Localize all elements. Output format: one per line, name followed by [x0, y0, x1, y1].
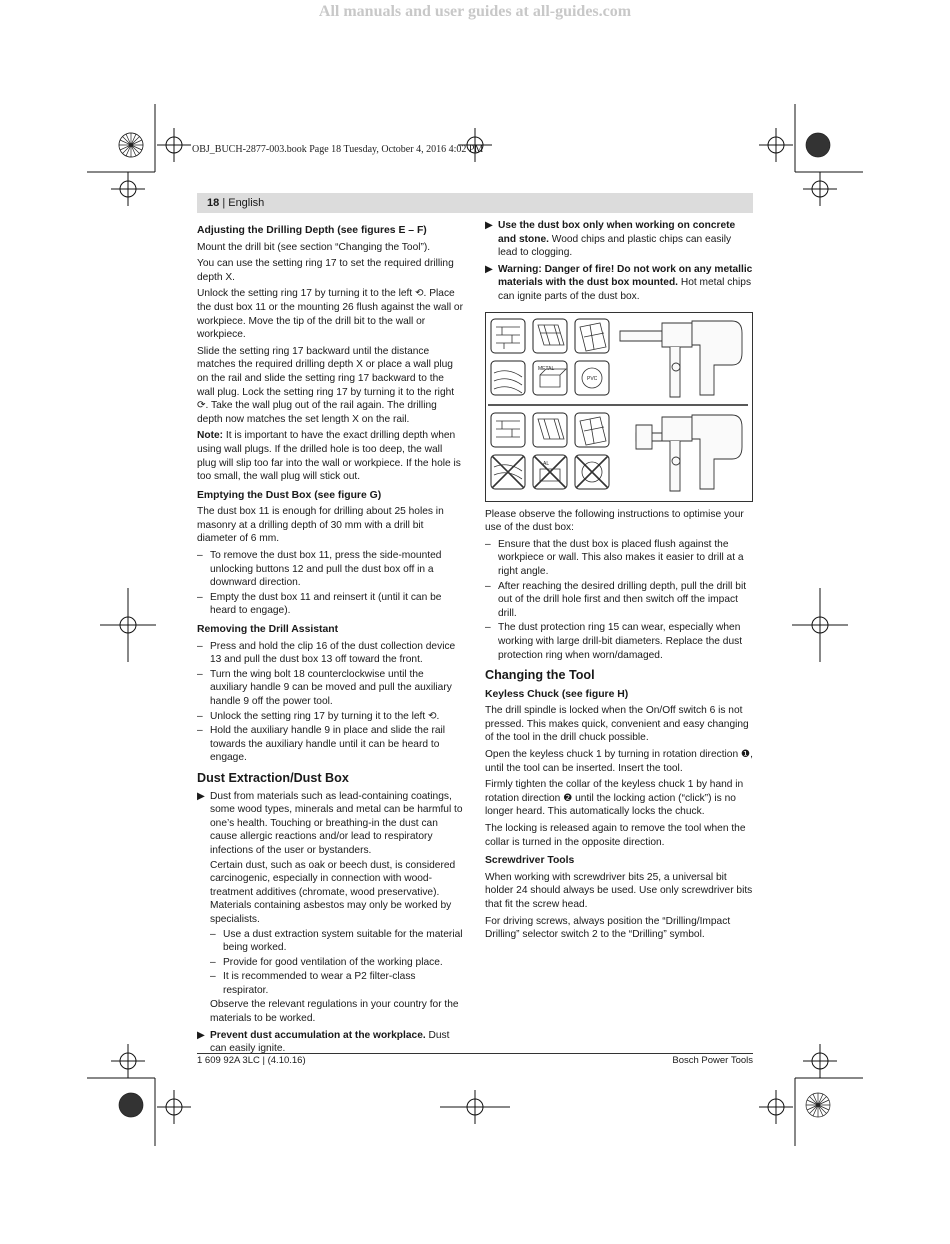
paragraph: The locking is released again to remove the tool when the collar is turned in the opposite direction.: [485, 823, 746, 848]
note-text: It is important to have the exact drilling depth when using wall plugs. If the drilled hole is too deep, the wall plug will slip too far into the wall or workpiece. If the hole is too small, the wall plug will stick out.: [197, 430, 461, 483]
bullet-text: Dust can easily ignite.: [210, 1029, 450, 1055]
dash-marker: –: [197, 640, 203, 652]
list-item: [485, 621, 753, 662]
list-item: [197, 710, 463, 724]
metal-label: METAL: [538, 365, 555, 372]
note-label: Note:: [197, 430, 224, 442]
dash-marker: –: [197, 668, 203, 680]
dash-marker: –: [197, 591, 203, 603]
al-label: AL: [543, 460, 550, 467]
bullet-arrow-icon: ▶: [485, 220, 493, 231]
heading-adjusting-depth: Adjusting the Drilling Depth (see figures E – F): [197, 225, 427, 236]
heading-screwdriver-tools: Screwdriver Tools: [485, 855, 575, 867]
dash-marker: –: [197, 550, 203, 562]
heading-keyless-chuck: Keyless Chuck (see figure H): [485, 688, 629, 700]
list-item-text: Hold the auxiliary handle 9 in place and slide the rail towards the auxiliary handle until it can be heard to engage.: [210, 725, 446, 764]
note-paragraph: [197, 429, 463, 483]
list-item: [210, 970, 463, 997]
material-illustration: [486, 313, 752, 501]
bullet-item: [197, 1029, 463, 1056]
list-item: [197, 724, 463, 765]
dash-marker: –: [197, 710, 203, 722]
list-item-text: Use a dust extraction system suitable for the material being worked.: [223, 928, 463, 954]
page-header-bar: [197, 193, 753, 213]
heading-emptying-dust-box: Emptying the Dust Box (see figure G): [197, 489, 382, 501]
dash-marker: –: [485, 538, 491, 550]
bullet-item: [485, 219, 753, 260]
list-item: [197, 668, 463, 709]
list-item-text: Ensure that the dust box is placed flush against the workpiece or wall. This also makes it easier to drill at a right angle.: [498, 538, 744, 577]
paragraph: The dust box 11 is enough for drilling about 25 holes in masonry at a drilling depth of 30 mm with a drill bit diameter of 6 mm.: [197, 506, 444, 545]
pvc-label: PVC: [587, 375, 598, 382]
list-item: [197, 591, 463, 618]
bullet-text: Dust from materials such as lead-containing coatings, some wood types, minerals and metal can be harmful to one’s health. Touching or breathing-in the dust can cause allergic reactions and/or lead to respiratory infections of the user or bystanders.: [210, 790, 463, 856]
list-item: [485, 538, 753, 579]
footer-brand: Bosch Power Tools: [672, 1055, 753, 1066]
list-item: [210, 928, 463, 955]
brick-icon-2: [491, 413, 525, 447]
footer-doc-code: 1 609 92A 3LC | (4.10.16): [197, 1055, 306, 1066]
list-item: [485, 580, 753, 621]
paragraph: Please observe the following instructions to optimise your use of the dust box:: [485, 508, 744, 534]
bullet-arrow-icon: ▶: [485, 263, 493, 275]
dash-marker: –: [210, 928, 216, 940]
paragraph: Slide the setting ring 17 backward until the distance matches the required drilling depth X or place a wall plug on the rail and slide the setting ring 17 backward to the wall plug. Lock the setting ring 17 by turning it to the right ⟳. Take the wall plug out of the rail again. The drilling depth now matches the set length X on the rail.: [197, 345, 455, 425]
paragraph: You can use the setting ring 17 to set the required drilling depth X.: [197, 258, 454, 283]
paragraph: Firmly tighten the collar of the keyless chuck 1 by hand in rotation direction ❷ until the locking action (“click”) is no longer heard. This automatically locks the chuck.: [485, 779, 744, 818]
paragraph: For driving screws, always position the “Drilling/Impact Drilling” selector switch 2 to the “Drilling” symbol.: [485, 915, 731, 941]
bullet-bold-text: Warning: Danger of fire! Do not work on any metallic materials with the dust box mounted.: [498, 263, 753, 289]
list-item-text: Turn the wing bolt 18 counterclockwise until the auxiliary handle 9 can be moved and pull the auxiliary handle 9 off the power tool.: [210, 668, 452, 707]
list-item: [210, 956, 463, 970]
drill-bit-upper: [620, 331, 662, 341]
paragraph: Open the keyless chuck 1 by turning in rotation direction ❶, until the tool can be inserted. Insert the tool.: [485, 749, 753, 774]
list-item-text: It is recommended to wear a P2 filter-class respirator.: [223, 971, 416, 996]
dash-marker: –: [210, 971, 216, 983]
paragraph: When working with screwdriver bits 25, a universal bit holder 24 should always be used. Use only screwdriver bits that fit the screw head.: [485, 871, 753, 910]
material-figure: [485, 312, 753, 502]
brick-icon: [491, 319, 525, 353]
list-item-text: To remove the dust box 11, press the side-mounted unlocking buttons 12 and pull the dust box off in a downward direction.: [210, 550, 442, 589]
bullet-item: [197, 790, 463, 858]
dash-marker: –: [485, 622, 491, 634]
list-item: [197, 549, 463, 590]
wood-icon: [491, 361, 525, 395]
bullet-bold-text: Prevent dust accumulation at the workplace.: [210, 1029, 426, 1041]
list-item-text: Provide for good ventilation of the working place.: [223, 956, 443, 968]
right-column: [485, 219, 753, 945]
dash-marker: –: [197, 725, 203, 737]
page-number: 18: [207, 197, 220, 209]
book-info: OBJ_BUCH-2877-003.book Page 18 Tuesday, October 4, 2016 4:02 PM: [192, 144, 484, 155]
list-item-text: After reaching the desired drilling depth, pull the drill bit out of the drill hole first and then switch off the impact drill.: [498, 580, 747, 619]
bullet-item: [485, 263, 753, 304]
list-item-text: Unlock the setting ring 17 by turning it to the left ⟲.: [210, 710, 440, 722]
bullet-arrow-icon: ▶: [197, 1029, 205, 1041]
paragraph: The drill spindle is locked when the On/Off switch 6 is not pressed. This makes quick, convenient and easy changing of the tool in the drill chuck possible.: [485, 705, 749, 744]
left-column: [197, 219, 463, 1057]
bullet-arrow-icon: ▶: [197, 790, 205, 802]
dash-marker: –: [485, 580, 491, 592]
heading-changing-tool: Changing the Tool: [485, 668, 595, 683]
dash-marker: –: [210, 956, 216, 968]
bullet-text: Hot metal chips can ignite parts of the dust box.: [498, 277, 752, 302]
header-language: | English: [222, 197, 265, 209]
heading-dust-extraction: Dust Extraction/Dust Box: [197, 770, 349, 785]
list-item-text: Empty the dust box 11 and reinsert it (until it can be heard to engage).: [210, 591, 442, 617]
list-item: [197, 640, 463, 667]
paragraph: Mount the drill bit (see section “Changing the Tool”).: [197, 241, 431, 253]
indented-paragraph: Certain dust, such as oak or beech dust, is considered carcinogenic, especially in connection with wood-treatment additives (chromate, wood preservative). Materials containing asbestos may only be worked by specialists.: [210, 859, 456, 925]
heading-removing-drill-assistant: Removing the Drill Assistant: [197, 624, 339, 636]
paragraph: Unlock the setting ring 17 by turning it to the left ⟲. Place the dust box 11 or the mounting 26 flush against the wall or workpiece. Move the tip of the drill bit to the wall or workpiece.: [197, 288, 463, 341]
page-footer: [197, 1053, 753, 1066]
list-item-text: The dust protection ring 15 can wear, especially when working with large drill-bit diameters. Replace the dust protection ring when worn/damaged.: [498, 622, 743, 661]
watermark: All manuals and user guides at all-guides.com: [318, 3, 632, 20]
bullet-text: Wood chips and plastic chips can easily lead to clogging.: [498, 233, 732, 259]
list-item-text: Press and hold the clip 16 of the dust collection device 13 and pull the dust box 13 off toward the front.: [210, 640, 456, 666]
tile-icon-2: [533, 413, 567, 447]
indented-paragraph: Observe the relevant regulations in your country for the materials to be worked.: [210, 999, 459, 1025]
bullet-bold-text: Use the dust box only when working on concrete and stone.: [498, 220, 736, 245]
tile-icon: [533, 319, 567, 353]
